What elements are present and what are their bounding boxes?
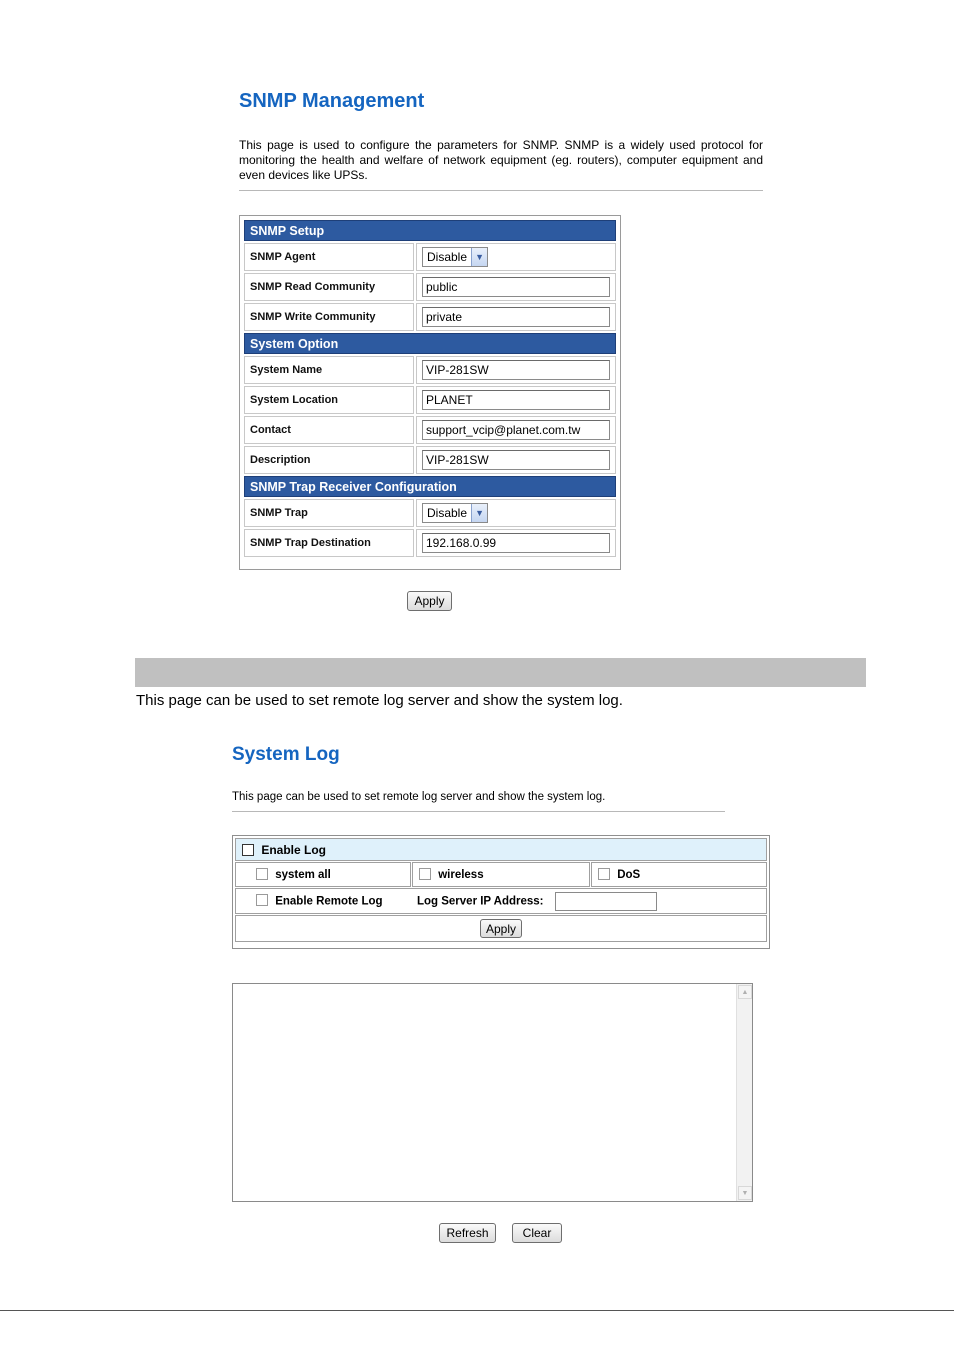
snmp-trap-select[interactable] [422, 503, 488, 523]
intro-text: This page can be used to set remote log server and show the system log. [136, 692, 623, 709]
system-name-label: System Name [244, 356, 414, 384]
trap-destination-label: SNMP Trap Destination [244, 529, 414, 557]
system-log-divider [232, 811, 725, 812]
write-community-label: SNMP Write Community [244, 303, 414, 331]
snmp-trap-label: SNMP Trap [244, 499, 414, 527]
system-location-label: System Location [244, 386, 414, 414]
snmp-page-description: This page is used to configure the parameters for SNMP. SNMP is a widely used protocol for monitoring the health and welfare of network equipment (eg. routers), computer equipment and even devices like UPSs. [239, 138, 763, 182]
read-community-label: SNMP Read Community [244, 273, 414, 301]
write-community-input[interactable]: private [422, 307, 610, 327]
system-log-title: System Log [232, 744, 340, 765]
section-header-snmp-setup: SNMP Setup [244, 220, 616, 241]
snmp-agent-select[interactable] [422, 247, 488, 267]
system-name-input[interactable]: VIP-281SW [422, 360, 610, 380]
section-heading-bar [135, 658, 866, 687]
system-all-checkbox[interactable] [256, 868, 268, 880]
snmp-agent-value: Disable [427, 250, 468, 264]
system-all-label: system all [275, 869, 331, 881]
log-apply-button[interactable]: Apply [480, 919, 522, 938]
enable-log-label: Enable Log [261, 842, 327, 857]
log-server-ip-input[interactable] [555, 892, 657, 911]
system-location-input[interactable]: PLANET [422, 390, 610, 410]
clear-button[interactable]: Clear [512, 1223, 562, 1243]
section-header-trap-config: SNMP Trap Receiver Configuration [244, 476, 616, 497]
snmp-agent-label: SNMP Agent [244, 243, 414, 271]
trap-destination-input[interactable]: 192.168.0.99 [422, 533, 610, 553]
scroll-up-arrow-icon[interactable]: ▲ [738, 985, 752, 999]
chevron-down-icon[interactable]: ▼ [471, 504, 487, 522]
snmp-trap-value: Disable [427, 506, 468, 520]
log-settings-table [232, 835, 770, 949]
contact-label: Contact [244, 416, 414, 444]
snmp-apply-button[interactable]: Apply [407, 591, 452, 611]
read-community-input[interactable]: public [422, 277, 610, 297]
chevron-down-icon[interactable]: ▼ [471, 248, 487, 266]
description-input[interactable]: VIP-281SW [422, 450, 610, 470]
description-label: Description [244, 446, 414, 474]
log-scrollbar[interactable] [736, 984, 752, 1201]
log-server-ip-label: Log Server IP Address: [416, 895, 544, 908]
enable-remote-log-label: Enable Remote Log [275, 895, 383, 908]
footer-divider [0, 1310, 954, 1311]
refresh-button[interactable]: Refresh [439, 1223, 496, 1243]
snmp-divider [239, 190, 763, 191]
snmp-settings-table [239, 215, 621, 570]
enable-log-checkbox[interactable] [242, 844, 254, 856]
system-log-content [233, 984, 752, 992]
scroll-down-arrow-icon[interactable]: ▼ [738, 1186, 752, 1200]
dos-checkbox[interactable] [598, 868, 610, 880]
system-log-textarea[interactable] [232, 983, 753, 1202]
wireless-label: wireless [438, 869, 484, 881]
snmp-page-title: SNMP Management [239, 90, 425, 112]
wireless-checkbox[interactable] [419, 868, 431, 880]
enable-remote-log-checkbox[interactable] [256, 894, 268, 906]
contact-input[interactable]: support_vcip@planet.com.tw [422, 420, 610, 440]
dos-label: DoS [617, 869, 641, 881]
section-header-system-option: System Option [244, 333, 616, 354]
system-log-description: This page can be used to set remote log server and show the system log. [232, 791, 606, 803]
